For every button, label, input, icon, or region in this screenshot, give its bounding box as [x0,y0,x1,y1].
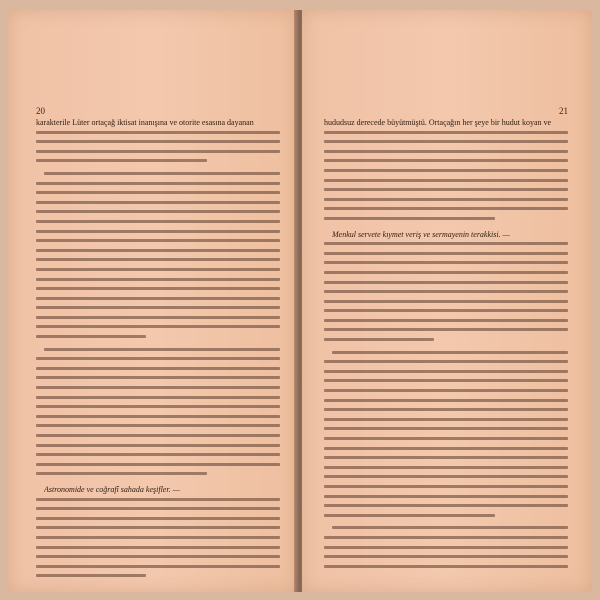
book-spread [8,10,592,592]
page-body [36,118,280,584]
left-page [8,10,298,592]
section-heading: Menkul servete kıymet veriş ve sermayenin terakkisi. — [332,229,510,239]
page-number: 21 [559,106,568,116]
page-number: 20 [36,106,45,116]
right-page [302,10,592,592]
page-body [324,118,568,574]
section-heading: Astronomide ve coğrafî sahada keşifler. — [44,484,180,494]
body-text-first-line: karakterile Lüter ortaçağ iktisat inanışına ve otorite esasına dayanan [36,118,254,127]
body-text-first-line: hududsuz derecede büyütmüştü. Ortaçağın her şeye bir hudut koyan ve [324,118,552,127]
